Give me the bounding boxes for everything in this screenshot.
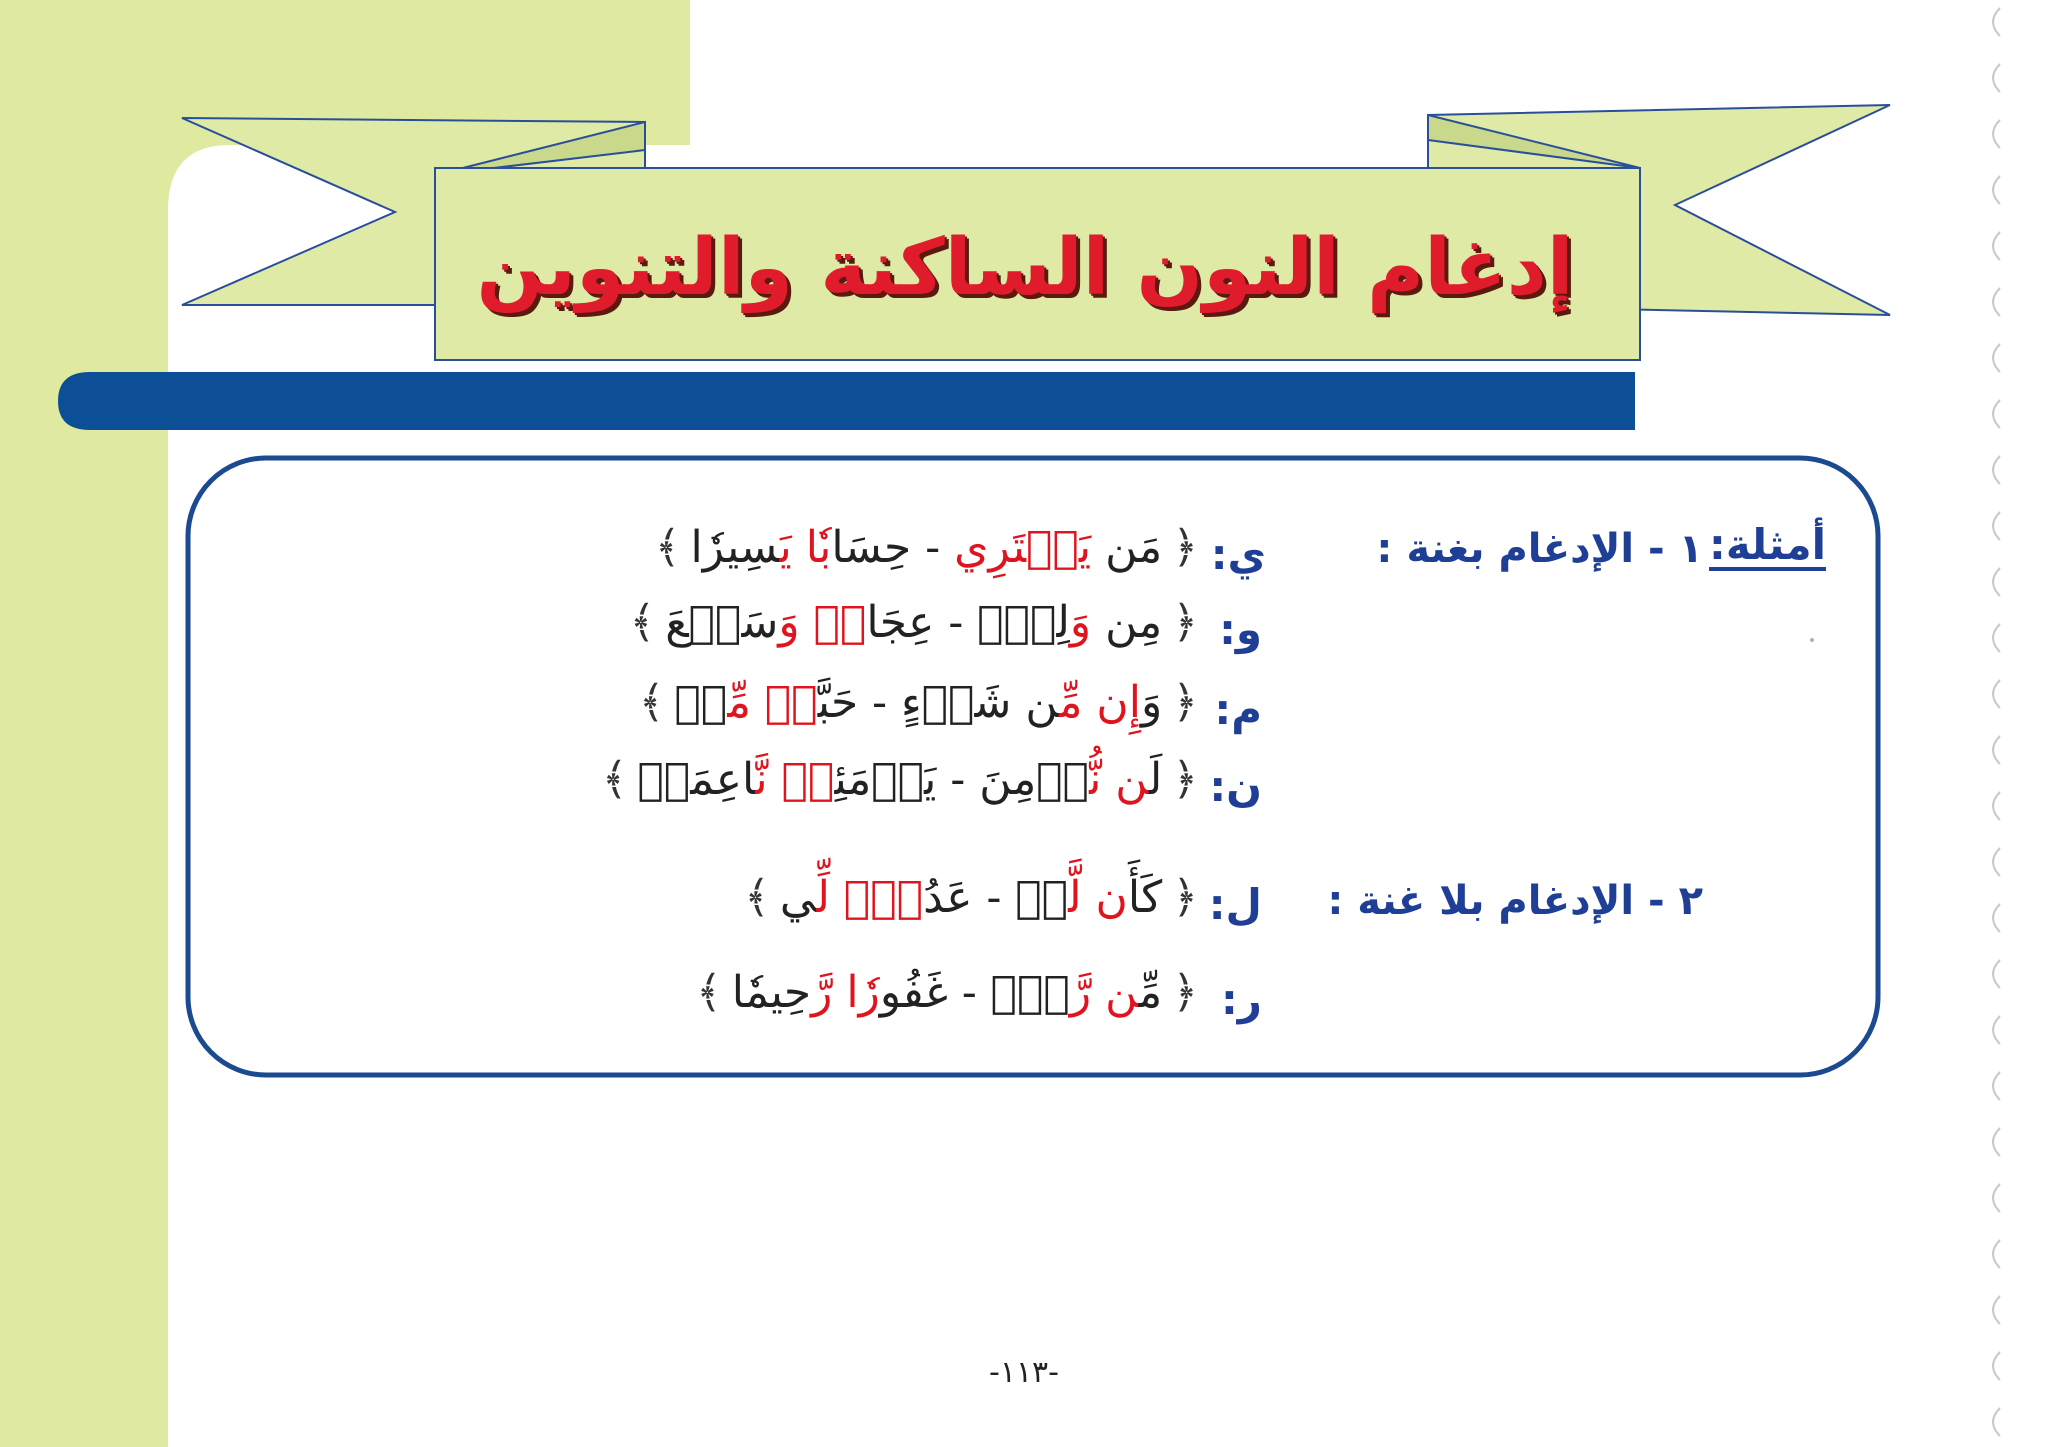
verse-open-bracket: ﴿	[1172, 677, 1198, 728]
scan-speck	[1810, 638, 1814, 642]
rule-1-label: ١ - الإدغام بغنة :	[1376, 526, 1703, 572]
verse-example	[602, 754, 1198, 805]
page-number: -١١٣-	[989, 1355, 1059, 1390]
verse-open-bracket: ﴿	[1172, 597, 1198, 648]
verse-text: لَن نُّؤۡمِنَ - يَوۡمَئِذٖ نَّاعِمَةٞ	[637, 754, 1163, 805]
verse-close-bracket: ﴾	[696, 967, 722, 1018]
example-letter: ي:	[1210, 530, 1266, 579]
verse-example	[629, 597, 1198, 648]
verse-open-bracket: ﴿	[1172, 872, 1198, 923]
example-letter: م:	[1214, 685, 1262, 734]
verse-text: مِّن رَّبّٖ - غَفُورٗا رَّحِيمٗا	[731, 967, 1163, 1018]
examples-heading: أمثلة:	[1709, 520, 1826, 569]
verse-example	[744, 872, 1198, 923]
rule-2-label: ٢ - الإدغام بلا غنة :	[1327, 878, 1703, 924]
verse-example	[696, 967, 1198, 1018]
verse-close-bracket: ﴾	[629, 597, 656, 648]
page-title: إدغام النون الساكنة والتنوين	[476, 223, 1574, 313]
verse-example	[655, 522, 1198, 573]
verse-text: مِن وَلِيّٖ - عِجَافٞ وَسَبۡعَ	[665, 597, 1163, 648]
example-letter: و:	[1219, 605, 1262, 654]
blue-bar	[58, 372, 1635, 430]
verse-example	[639, 677, 1198, 728]
verse-close-bracket: ﴾	[654, 522, 681, 573]
verse-text: وَإِن مِّن شَيۡءٍ - حَبَّةٖ مِّنۡ	[674, 677, 1163, 728]
verse-text: كَأَن لَّمۡ - عَدُوّٞ لِّي	[779, 872, 1163, 923]
verse-open-bracket: ﴿	[1172, 522, 1198, 573]
example-letter: ر:	[1221, 975, 1262, 1024]
verse-text: مَن يَشۡتَرِي - حِسَابٗا يَسِيرٗا	[690, 522, 1163, 573]
verse-close-bracket: ﴾	[638, 677, 665, 728]
verse-open-bracket: ﴿	[1172, 754, 1198, 805]
verse-close-bracket: ﴾	[744, 872, 770, 923]
verse-close-bracket: ﴾	[601, 754, 628, 805]
binder-rings	[1993, 8, 2000, 1436]
example-letter: ل:	[1208, 880, 1262, 929]
example-letter: ن:	[1209, 762, 1262, 811]
verse-open-bracket: ﴿	[1172, 967, 1198, 1018]
